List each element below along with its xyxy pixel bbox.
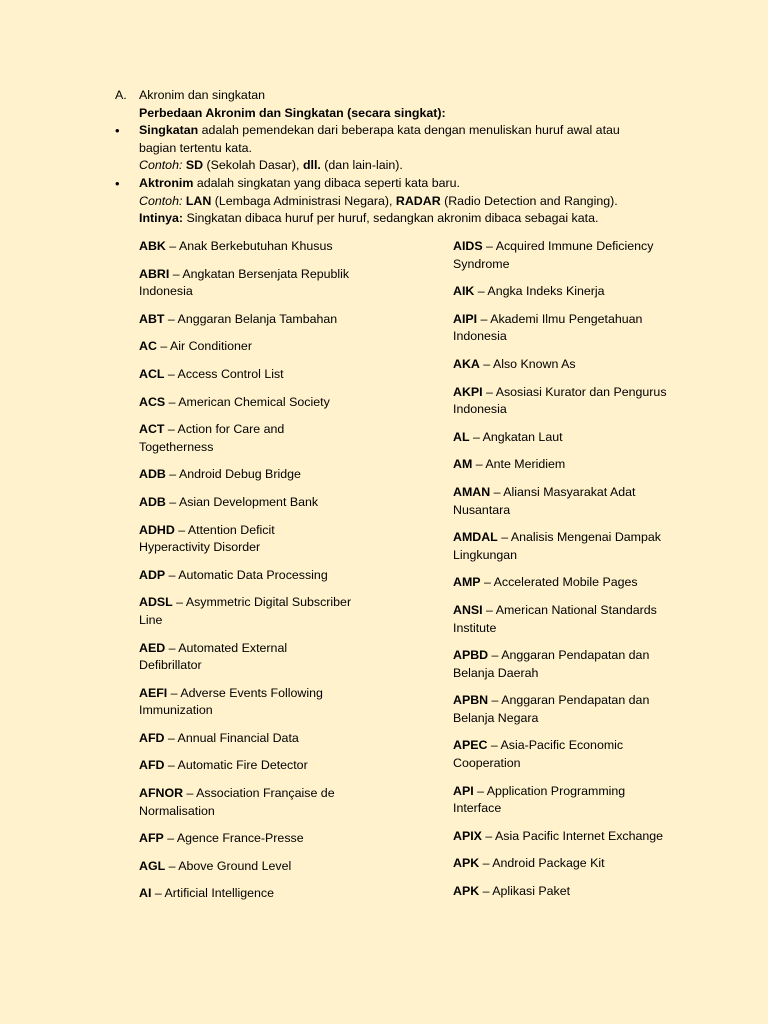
acronym-expansion: – Automatic Data Processing [165,567,328,582]
acronym-abbr: AL [453,429,470,444]
acronym-expansion: – Analisis Mengenai Dampak [497,530,661,545]
intro-section [115,87,675,228]
acronym-entry [139,238,364,256]
acronym-abbr: AM [453,457,473,472]
acronym-entry [453,356,678,374]
acronym-entry [453,529,678,564]
term-akronim: Aktronim [139,175,194,190]
acronym-abbr: AEFI [139,685,168,700]
acronym-expansion: – Aplikasi Paket [479,884,571,899]
acronym-expansion-cont: Indonesia [453,402,507,417]
acronym-abbr: ADB [139,467,166,482]
acronym-expansion-cont: Immunization [139,703,213,718]
acronym-entry [453,456,678,474]
acronym-abbr: AIK [453,284,475,299]
acronym-abbr: ACS [139,394,166,409]
acronym-expansion: – Above Ground Level [165,858,292,873]
acronym-expansion: – Anggaran Pendapatan dan [488,648,650,663]
acronym-entry [139,640,364,675]
acronym-abbr: APBD [453,648,489,663]
singkatan-desc: adalah pemendekan dari beberapa kata dengan menuliskan huruf awal atau [198,123,620,138]
acronym-abbr: ABK [139,239,166,253]
acronym-expansion-cont: Defibrillator [139,658,202,673]
acronym-entry [139,830,364,848]
acronym-abbr: AKPI [453,384,483,399]
acronym-expansion-cont: Indonesia [453,329,507,344]
acronym-entry [139,885,364,903]
acronym-entry [453,574,678,592]
heading-text: Akronim dan singkatan [139,88,266,102]
acronym-abbr: AMAN [453,484,491,499]
acronym-abbr: AKA [453,356,480,371]
subheading [115,105,675,123]
example-label: Contoh: [139,158,183,173]
acronym-abbr: ADHD [139,522,175,537]
acronym-expansion-cont: Institute [453,620,497,635]
acronym-expansion-cont: Lingkungan [453,547,518,562]
akronim-example [115,193,675,211]
acronym-abbr: APEC [453,738,488,753]
acronym-expansion-cont: Belanja Negara [453,710,539,725]
example-text: (Lembaga Administrasi Negara), [211,193,396,208]
acronym-expansion: – American National Standards [482,602,657,617]
acronym-abbr: APBN [453,693,489,708]
acronym-expansion: – Asia Pacific Internet Exchange [481,828,664,843]
bullet-akronim [115,175,675,193]
acronym-entry [139,366,364,384]
acronym-expansion: – Asia-Pacific Economic [487,738,624,753]
example-text: (Radio Detection and Ranging). [440,193,618,208]
acronym-expansion: – Agence France-Presse [163,831,304,846]
section-heading [115,87,675,105]
acronym-expansion: – Artificial Intelligence [151,886,274,901]
acronym-expansion-cont: Line [139,612,163,627]
intinya-text: Singkatan dibaca huruf per huruf, sedangkan akronim dibaca sebagai kata. [183,211,599,226]
acronym-abbr: ADSL [139,595,173,610]
acronym-entry [139,567,364,585]
acronym-abbr: ABRI [139,266,170,281]
acronym-entry [453,311,678,346]
acronym-entry [453,783,678,818]
acronym-expansion: – Android Package Kit [479,856,605,871]
acronym-entry [139,757,364,775]
acronym-expansion-cont: Nusantara [453,502,511,517]
acronym-entry [139,394,364,412]
acronym-expansion-cont: Togetherness [139,439,214,454]
acronym-entry [453,737,678,772]
acronym-expansion: – American Chemical Society [165,394,330,409]
acronym-entry [139,494,364,512]
example-label: Contoh: [139,193,183,208]
acronym-abbr: AMP [453,575,481,590]
example-text: (Sekolah Dasar), [203,158,303,173]
acronym-expansion: – Accelerated Mobile Pages [480,575,638,590]
acronym-expansion: – Aliansi Masyarakat Adat [490,484,636,499]
akronim-desc: adalah singkatan yang dibaca seperti kata baru. [193,175,460,190]
acronym-abbr: AGL [139,858,166,873]
subheading-text: Perbedaan Akronim dan Singkatan (secara singkat): [139,105,446,120]
acronym-abbr: AFD [139,730,165,745]
acronym-abbr: AI [139,886,152,901]
acronym-expansion-cont: Normalisation [139,803,215,818]
acronym-entry [453,602,678,637]
acronym-entry [139,730,364,748]
acronym-abbr: AIPI [453,311,478,326]
acronym-expansion: – Asymmetric Digital Subscriber [172,595,352,610]
acronym-entry [453,692,678,727]
acronym-expansion: – Asian Development Bank [165,494,319,509]
acronym-entry [139,421,364,456]
acronym-expansion-cont: Cooperation [453,756,521,771]
acronym-abbr: ADP [139,567,166,582]
example-code: SD [185,158,204,173]
acronym-expansion-cont: Syndrome [453,256,510,271]
acronym-entry [139,594,364,629]
singkatan-example [115,157,675,175]
acronym-abbr: AMDAL [453,530,498,545]
acronym-expansion: – Angkatan Laut [469,429,563,444]
list-marker: A. [115,88,127,102]
acronym-entry [139,785,364,820]
singkatan-desc-cont [115,140,675,158]
acronym-expansion: – Anggaran Belanja Tambahan [164,311,338,326]
acronym-entry [139,311,364,329]
acronym-entry [453,283,678,301]
acronym-entry [139,266,364,301]
acronym-expansion: – Application Programming [473,783,626,798]
acronym-entry [453,484,678,519]
acronym-expansion: – Anggaran Pendapatan dan [488,693,650,708]
acronym-entry [453,238,678,273]
acronym-abbr: APK [453,884,480,899]
example-text: (dan lain-lain). [320,158,403,173]
acronym-abbr: ABT [139,311,165,326]
acronym-abbr: ACT [139,422,165,437]
example-code: RADAR [395,193,441,208]
acronym-expansion: – Angkatan Bersenjata Republik [169,266,350,281]
acronym-entry [453,429,678,447]
acronym-abbr: ACL [139,366,165,381]
acronym-abbr: ADB [139,494,166,509]
bullet-singkatan [115,122,675,140]
acronym-expansion: – Attention Deficit [174,522,275,537]
intinya-label: Intinya: [139,211,184,226]
bullet-icon: • [115,175,120,191]
acronym-expansion-cont: Belanja Daerah [453,665,539,680]
acronym-expansion: – Association Française de [183,786,335,801]
acronym-expansion: – Air Conditioner [156,339,252,354]
acronym-entry [453,647,678,682]
acronym-abbr: AED [139,640,166,655]
intinya-line [115,210,675,228]
acronym-entry [453,855,678,873]
acronym-expansion-cont: Indonesia [139,284,193,299]
acronym-entry [139,858,364,876]
acronym-abbr: AFD [139,758,165,773]
acronym-expansion: – Android Debug Bridge [165,467,301,482]
acronym-expansion: – Angka Indeks Kinerja [474,284,605,299]
acronym-abbr: APIX [453,828,482,843]
acronym-abbr: API [453,783,474,798]
acronym-expansion: – Also Known As [479,356,576,371]
acronym-entry [139,466,364,484]
acronym-expansion: – Annual Financial Data [164,730,299,745]
acronym-expansion: – Access Control List [164,366,284,381]
acronym-abbr: AFP [139,831,164,846]
example-code: LAN [185,193,212,208]
acronym-entry [453,883,678,901]
acronym-expansion: – Acquired Immune Deficiency [482,239,654,253]
singkatan-desc-2: bagian tertentu kata. [139,140,252,155]
left-acronym-column [139,238,364,913]
acronym-expansion: – Akademi Ilmu Pengetahuan [477,311,643,326]
right-acronym-column [453,238,678,911]
acronym-entry [453,384,678,419]
acronym-expansion-cont: Interface [453,801,502,816]
acronym-entry [139,522,364,557]
acronym-expansion: – Ante Meridiem [472,457,566,472]
acronym-expansion-cont: Hyperactivity Disorder [139,540,261,555]
acronym-expansion: – Action for Care and [164,422,285,437]
acronym-abbr: AC [139,339,157,354]
acronym-entry [139,685,364,720]
example-code: dll. [302,158,321,173]
bullet-icon: • [115,123,120,139]
acronym-abbr: ANSI [453,602,483,617]
acronym-abbr: APK [453,856,480,871]
acronym-entry [453,828,678,846]
acronym-abbr: AIDS [453,239,483,253]
acronym-expansion: – Automated External [165,640,288,655]
acronym-expansion: – Adverse Events Following [167,685,323,700]
acronym-entry [139,338,364,356]
acronym-expansion: – Automatic Fire Detector [164,758,308,773]
term-singkatan: Singkatan [139,123,199,138]
acronym-abbr: AFNOR [139,786,184,801]
acronym-expansion: – Asosiasi Kurator dan Pengurus [482,384,667,399]
acronym-expansion: – Anak Berkebutuhan Khusus [165,239,333,253]
